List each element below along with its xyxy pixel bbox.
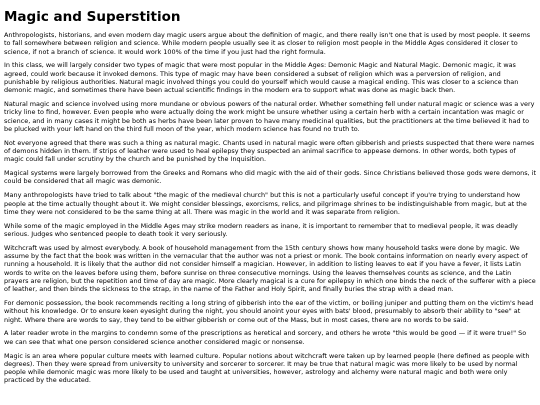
paragraph-medieval-church: Many anthropologists have tried to talk about "the magic of the medieval church" but this is not a particularly useful concept if you're trying to understand how people at the time actually thought about it. We might consider blessings, exorcisms, relics, and pilgrimage shrines to be indistinguishable from magic, but at the time they were not considered to be the same thing at all. There was magic in the world and it was separate from religion.	[4, 191, 527, 216]
page-title: Magic and Superstition	[4, 9, 181, 25]
paragraph-witchcraft-household: Witchcraft was used by almost everybody. A book of household management from the 15th century shows how many household tasks were done by magic. We assume by the fact that the book was written in the vernacular that the author was not a priest or monk. The book contains information on nearly every aspect of running a household. It is likely that the author did not consider himself a magician. However, in addition to listing leaves to eat if you have a fever, it lists Latin words to write on the leaves before using them, before sunrise on three consecutive mornings. Using the leaves themselves counts as science, and the Latin prayers are religion, but the repetition and time of day are magic. More clearly magical is a cure for epilepsy in which one binds the neck of the sufferer with a piece of leather, and then binds the sickness to the strap, in the name of the Father and Holy Spirit, and finally buries the strap with a dead man.	[4, 243, 536, 294]
paragraph-deadly-serious: While some of the magic employed in the Middle Ages may strike modern readers as inane, it is important to remember that to medieval people, it was deadly serious. Judges who sentenced people to death took it very seriously.	[4, 221, 518, 238]
paragraph-demonic-possession: For demonic possession, the book recommends reciting a long string of gibberish into the ear of the victim, or boiling juniper and putting them on the victim's head without his knowledge. Or to ensure keen eyesight during the night, you should anoint your eyes with bats' blood, presumably to absorb their ability to "see" at night. Where there are words to say, they tend to be either gibberish or come out of the Mass, but in most cases, there are no words to be said.	[4, 299, 534, 324]
document-page	[4, 0, 536, 405]
paragraph-natural-magic-science: Natural magic and science involved using more mundane or obvious powers of the natural order. Whether something fell under natural magic or science was a very tricky line to find, however. Even people who were actually doing the work might be unsure whether using a certain herb with a certain incantation was magic or science, and in many cases it might be both as herbs have been later proven to have many medicinal qualities, but the practitioners at the time believed it had to be plucked with your left hand on the third full moon of the year, which modern science has found no truth to.	[4, 100, 535, 133]
paragraph-definition: Anthropologists, historians, and even modern day magic users argue about the definition of magic, and there really isn't one that is used by most people. It seems to fall somewhere between religion and science. While modern people usually see it as closer to religion most people in the Middle Ages considered it closer to science, if not a branch of science. It would work 100% of the time if you just had the right formula.	[4, 31, 531, 56]
paragraph-later-reader: A later reader wrote in the margins to condemn some of the prescriptions as heretical and sorcery, and others he wrote "this would be good — if it were true!" So we can see that what one person considered science another considered magic or nonsense.	[4, 329, 527, 346]
paragraph-disagreement: Not everyone agreed that there was such a thing as natural magic. Chants used in natural magic were often gibberish and priests suspected that there were names of demons hidden in them. If strips of leather were used to heal epilepsy they suspected an animal sacrifice to appease demons. In other words, both types of magic could fall under scrutiny by the church and be punished by the Inquisition.	[4, 138, 535, 164]
paragraph-greeks-romans: Magical systems were largely borrowed from the Greeks and Romans who did magic with the aid of their gods. Since Christians believed those gods were demons, it could be considered that all magic was demonic.	[4, 169, 536, 186]
paragraph-two-types: In this class, we will largely consider two types of magic that were most popular in the Middle Ages: Demonic Magic and Natural Magic. Demonic magic, it was agreed, could work because it invoked demons. This type of magic may have been considered a subset of religion which was a perversion of religion, and punishable by religious authorities. Natural magic involved things you could do yourself which would cause a magical ending. This was closer to a science than demonic magic, and sometimes there have been actual scientific findings in the modern era to support what was done as magic back then.	[4, 61, 519, 95]
paragraph-popular-culture: Magic is an area where popular culture meets with learned culture. Popular notions about witchcraft were taken up by learned people (here defined as people with degrees). Then they were spread from university to university and sorcerer to sorcerer. It may be true that natural magic was more likely to be used by normal people while demonic magic was more likely to be used and taught at universities, however, astrology and alchemy were natural magic and both were only practiced by the educated.	[4, 351, 530, 385]
